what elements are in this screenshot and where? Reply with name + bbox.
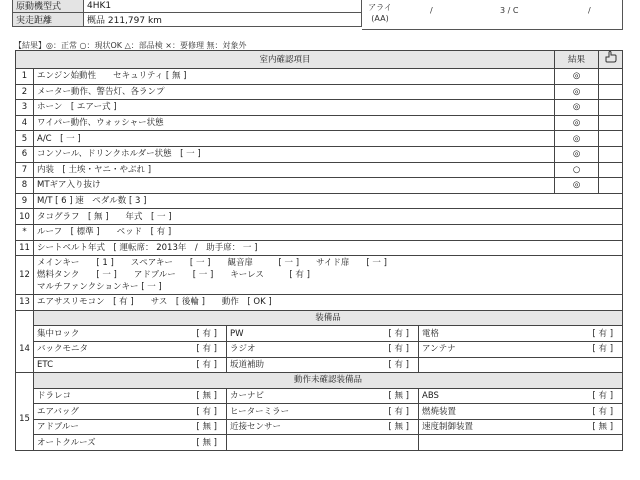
equipment-cell <box>227 357 419 373</box>
item-text: タコグラフ [ 無 ] 年式 [ 一 ] <box>34 209 623 225</box>
unverified-cell <box>34 388 227 404</box>
unverified-cell <box>419 404 623 420</box>
item-text: ルーフ [ 標準 ] ベッド [ 有 ] <box>34 224 623 240</box>
mileage-label: 実走距離 <box>13 13 84 27</box>
vehicle-info-table <box>12 0 362 27</box>
equipment-name: 電格 <box>422 328 440 339</box>
item-number: 14 <box>16 326 34 373</box>
unverified-name: 速度制御装置 <box>422 422 474 433</box>
unverified-cell <box>227 388 419 404</box>
engine-model-row <box>13 0 362 13</box>
check-items <box>16 69 623 451</box>
unverified-value: [ 無 ] <box>388 390 409 401</box>
equipment-cell <box>419 341 623 357</box>
unverified-row <box>16 388 623 404</box>
alignment-box <box>362 0 623 30</box>
hand-pointer-icon <box>599 51 623 69</box>
item-result: ◎ <box>555 146 599 162</box>
item-result: ◎ <box>555 69 599 85</box>
table-row <box>16 84 623 100</box>
keys-row <box>16 256 623 295</box>
unverified-name: ヒーターミラー <box>230 406 290 417</box>
unverified-header: 動作未確認装備品 <box>34 373 623 389</box>
unverified-row <box>16 419 623 435</box>
unverified-name: オートクルーズ <box>37 437 96 448</box>
unverified-value: [ 無 ] <box>592 422 614 433</box>
blank-cell <box>599 162 623 178</box>
engine-model-label: 原動機型式 <box>13 0 84 13</box>
keys-cell <box>34 256 623 295</box>
table-row <box>16 178 623 194</box>
equipment-value: [ 有 ] <box>388 359 409 370</box>
item-number: * <box>16 224 34 240</box>
item-result: ○ <box>555 162 599 178</box>
keys-line-2: 燃料タンク [ 一 ] アドブルー [ 一 ] キーレス [ 有 ] <box>37 270 310 281</box>
keys-line-1: メインキー [ 1 ] スペアキー [ 一 ] 観音扉 [ 一 ] サイド扉 [ 一 ] <box>37 258 387 269</box>
alignment-value-3: / <box>588 6 591 15</box>
blank-cell <box>599 84 623 100</box>
item-result: ◎ <box>555 115 599 131</box>
table-row <box>16 193 623 209</box>
item-result: ◎ <box>555 131 599 147</box>
equipment-name: 集中ロック <box>37 328 80 339</box>
item-number: 8 <box>16 178 34 194</box>
equipment-value: [ 有 ] <box>592 328 614 339</box>
equipment-value: [ 有 ] <box>196 359 217 370</box>
unverified-cell <box>419 435 623 451</box>
table-row <box>16 115 623 131</box>
table-row <box>16 295 623 311</box>
mileage-row <box>13 13 362 27</box>
unverified-value: [ 有 ] <box>196 406 217 417</box>
blank-cell <box>599 131 623 147</box>
equipment-row <box>16 357 623 373</box>
equipment-cell <box>419 326 623 342</box>
item-number: 15 <box>16 388 34 450</box>
item-number: 2 <box>16 84 34 100</box>
item-text: エンジン始動性 セキュリティ [ 無 ] <box>34 69 555 85</box>
alignment-label: アライ (AA) <box>368 3 392 23</box>
item-number: 9 <box>16 193 34 209</box>
unverified-value: [ 有 ] <box>592 390 614 401</box>
item-text: 内装 [ 土埃・ヤニ・やぶれ ] <box>34 162 555 178</box>
unverified-row <box>16 404 623 420</box>
equipment-row <box>16 341 623 357</box>
blank-cell <box>599 178 623 194</box>
table-row <box>16 69 623 85</box>
interior-check-title: 室内確認項目 <box>16 51 555 69</box>
equipment-header: 装備品 <box>34 310 623 326</box>
unverified-value: [ 無 ] <box>388 422 409 433</box>
unverified-header-row <box>16 373 623 389</box>
unverified-name: ABS <box>422 390 439 401</box>
unverified-cell <box>419 419 623 435</box>
engine-model-value: 4HK1 <box>84 0 362 13</box>
item-number: 13 <box>16 295 34 311</box>
table-header-row <box>16 51 623 69</box>
result-legend: 【結果】◎：正常 ○：現状OK △：部品検 ×：要修理 無：対象外 <box>14 41 247 50</box>
unverified-row <box>16 435 623 451</box>
item-number: 4 <box>16 115 34 131</box>
interior-check-table <box>15 50 623 451</box>
equipment-header-row <box>16 310 623 326</box>
keys-line-3: マルチファンクションキー [ 一 ] <box>37 282 162 293</box>
equipment-name: バックモニタ <box>37 344 89 355</box>
item-number: 3 <box>16 100 34 116</box>
equipment-name: PW <box>230 328 244 339</box>
item-text: ワイパー動作、ウォッシャー状態 <box>34 115 555 131</box>
unverified-value: [ 無 ] <box>196 422 217 433</box>
unverified-cell <box>227 435 419 451</box>
table-row <box>16 240 623 256</box>
table-row <box>16 100 623 116</box>
item-text: メーター動作、警告灯、各ランプ <box>34 84 555 100</box>
alignment-value-2: 3 / C <box>500 6 519 15</box>
unverified-cell <box>34 419 227 435</box>
equipment-cell <box>419 357 623 373</box>
unverified-name: カーナビ <box>230 390 265 401</box>
equipment-cell <box>34 326 227 342</box>
unverified-value: [ 有 ] <box>592 406 614 417</box>
table-row <box>16 224 623 240</box>
item-number: 10 <box>16 209 34 225</box>
equipment-value: [ 有 ] <box>196 344 217 355</box>
blank-cell <box>599 69 623 85</box>
equipment-value: [ 有 ] <box>592 344 614 355</box>
unverified-cell <box>34 435 227 451</box>
unverified-name: 近接センサー <box>230 422 282 433</box>
unverified-value: [ 有 ] <box>388 406 409 417</box>
table-row <box>16 162 623 178</box>
blank-cell <box>16 310 34 326</box>
item-number: 11 <box>16 240 34 256</box>
result-column-header: 結果 <box>555 51 599 69</box>
item-text: A/C [ 一 ] <box>34 131 555 147</box>
blank-cell <box>599 146 623 162</box>
item-number: 12 <box>16 256 34 295</box>
equipment-name: ラジオ <box>230 344 256 355</box>
item-text: M/T [ 6 ] 速 ペダル数 [ 3 ] <box>34 193 623 209</box>
item-result: ◎ <box>555 178 599 194</box>
unverified-cell <box>227 419 419 435</box>
item-text: コンソール、ドリンクホルダー状態 [ 一 ] <box>34 146 555 162</box>
unverified-value: [ 無 ] <box>196 390 217 401</box>
unverified-value: [ 無 ] <box>196 437 217 448</box>
item-text: ホーン [ エアー式 ] <box>34 100 555 116</box>
equipment-value: [ 有 ] <box>388 344 409 355</box>
equipment-name: ETC <box>37 359 53 370</box>
unverified-name: アドブルー <box>37 422 79 433</box>
blank-cell <box>599 115 623 131</box>
table-row <box>16 209 623 225</box>
item-result: ◎ <box>555 100 599 116</box>
equipment-row <box>16 326 623 342</box>
unverified-name: 燃焼装置 <box>422 406 457 417</box>
equipment-value: [ 有 ] <box>388 328 409 339</box>
equipment-name: 坂道補助 <box>230 359 265 370</box>
equipment-value: [ 有 ] <box>196 328 217 339</box>
unverified-cell <box>419 388 623 404</box>
item-number: 5 <box>16 131 34 147</box>
blank-cell <box>16 373 34 389</box>
item-number: 7 <box>16 162 34 178</box>
item-text: MTギア入り抜け <box>34 178 555 194</box>
alignment-value-1: / <box>430 6 433 15</box>
unverified-cell <box>227 404 419 420</box>
equipment-cell <box>227 341 419 357</box>
equipment-cell <box>227 326 419 342</box>
unverified-name: ドラレコ <box>37 390 72 401</box>
unverified-cell <box>34 404 227 420</box>
equipment-cell <box>34 341 227 357</box>
blank-cell <box>599 100 623 116</box>
item-result: ◎ <box>555 84 599 100</box>
unverified-name: エアバッグ <box>37 406 79 417</box>
item-number: 6 <box>16 146 34 162</box>
item-text: シートベルト年式 [ 運転席： 2013年 / 助手席： 一 ] <box>34 240 623 256</box>
item-text: エアサスリモコン [ 有 ] サス [ 後輪 ] 動作 [ OK ] <box>34 295 623 311</box>
equipment-name: アンテナ <box>422 344 456 355</box>
mileage-value: 概品 211,797 km <box>84 13 362 27</box>
item-number: 1 <box>16 69 34 85</box>
hand-pointer-icon-svg <box>604 51 618 63</box>
equipment-cell <box>34 357 227 373</box>
table-row <box>16 131 623 147</box>
table-row <box>16 146 623 162</box>
